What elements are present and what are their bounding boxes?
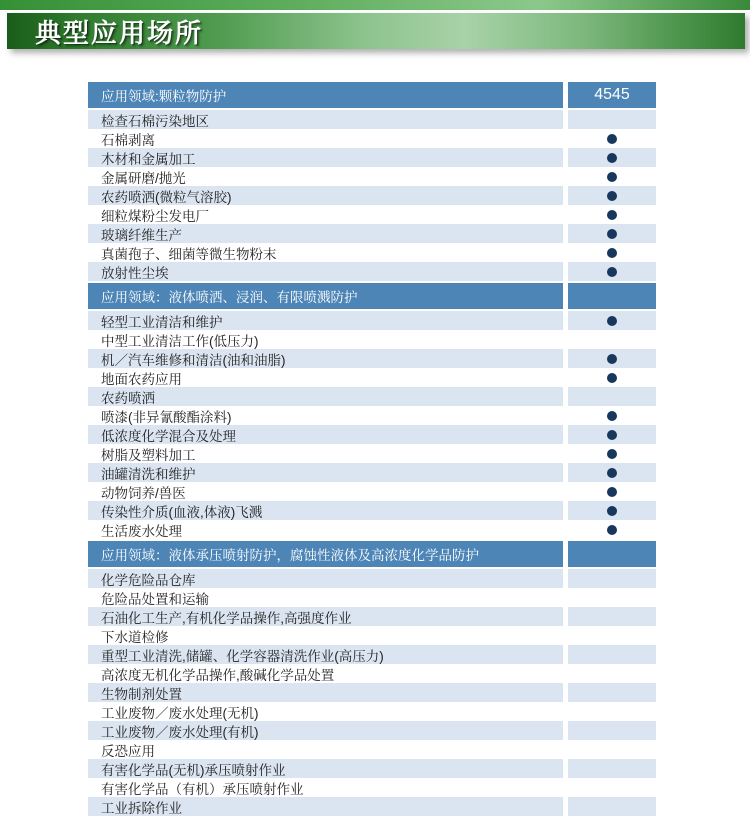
applicability-cell xyxy=(568,262,656,281)
application-label: 生物制剂处置 xyxy=(88,683,563,702)
application-label: 喷漆(非异氰酸酯涂料) xyxy=(88,406,563,425)
application-label: 农药喷洒(微粒气溶胶) xyxy=(88,186,563,205)
applicability-cell xyxy=(568,349,656,368)
table-row xyxy=(88,330,656,349)
table-row xyxy=(88,262,656,281)
application-label: 传染性介质(血液,体液)飞溅 xyxy=(88,501,563,520)
applicability-dot-icon xyxy=(607,153,617,163)
application-label: 低浓度化学混合及处理 xyxy=(88,425,563,444)
application-label: 中型工业清洁工作(低压力) xyxy=(88,330,563,349)
applicability-cell xyxy=(568,167,656,186)
applicability-cell xyxy=(568,702,656,721)
applicability-dot-icon xyxy=(607,134,617,144)
applicability-cell xyxy=(568,129,656,148)
table-row xyxy=(88,387,656,406)
applicability-cell xyxy=(568,148,656,167)
applicability-dot-icon xyxy=(607,411,617,421)
table-row xyxy=(88,520,656,539)
applicability-dot-icon xyxy=(607,468,617,478)
table-row xyxy=(88,167,656,186)
table-row xyxy=(88,607,656,626)
applicability-dot-icon xyxy=(607,506,617,516)
applications-table xyxy=(88,82,656,816)
table-row xyxy=(88,759,656,778)
application-label: 放射性尘埃 xyxy=(88,262,563,281)
applicability-cell xyxy=(568,520,656,539)
applicability-dot-icon xyxy=(607,316,617,326)
applicability-cell xyxy=(568,406,656,425)
applicability-cell xyxy=(568,482,656,501)
applicability-cell xyxy=(568,110,656,129)
banner-title-bar xyxy=(7,13,745,49)
table-row xyxy=(88,626,656,645)
product-model-header: 4545 xyxy=(568,82,656,108)
applicability-cell xyxy=(568,186,656,205)
application-label: 农药喷洒 xyxy=(88,387,563,406)
applicability-dot-icon xyxy=(607,430,617,440)
table-row xyxy=(88,368,656,387)
table-row xyxy=(88,463,656,482)
table-row xyxy=(88,406,656,425)
table-row xyxy=(88,664,656,683)
table-row xyxy=(88,186,656,205)
table-row xyxy=(88,778,656,797)
application-label: 下水道检修 xyxy=(88,626,563,645)
applicability-cell xyxy=(568,368,656,387)
application-label: 木材和金属加工 xyxy=(88,148,563,167)
table-row xyxy=(88,501,656,520)
applicability-dot-icon xyxy=(607,229,617,239)
application-label: 生活废水处理 xyxy=(88,520,563,539)
applicability-cell xyxy=(568,683,656,702)
table-row xyxy=(88,740,656,759)
application-label: 轻型工业清洁和维护 xyxy=(88,311,563,330)
table-row xyxy=(88,349,656,368)
application-label: 高浓度无机化学品操作,酸碱化学品处置 xyxy=(88,664,563,683)
table-row xyxy=(88,721,656,740)
applicability-cell xyxy=(568,224,656,243)
application-label: 工业拆除作业 xyxy=(88,797,563,816)
table-row xyxy=(88,110,656,129)
application-label: 有害化学品（有机）承压喷射作业 xyxy=(88,778,563,797)
applicability-dot-icon xyxy=(607,487,617,497)
table-row xyxy=(88,243,656,262)
applicability-cell xyxy=(568,463,656,482)
table-row xyxy=(88,148,656,167)
table-row xyxy=(88,683,656,702)
application-label: 真菌孢子、细菌等微生物粉末 xyxy=(88,243,563,262)
applicability-dot-icon xyxy=(607,191,617,201)
applicability-cell xyxy=(568,501,656,520)
application-label: 油罐清洗和维护 xyxy=(88,463,563,482)
section-header-label: 应用领域:颗粒物防护 xyxy=(88,82,563,108)
table-row xyxy=(88,129,656,148)
applicability-cell xyxy=(568,607,656,626)
applicability-dot-icon xyxy=(607,525,617,535)
applicability-cell xyxy=(568,645,656,664)
table-row xyxy=(88,645,656,664)
application-label: 机／汽车维修和清洁(油和油脂) xyxy=(88,349,563,368)
table-row xyxy=(88,702,656,721)
table-row xyxy=(88,482,656,501)
section-header-product-cell xyxy=(568,541,656,567)
application-label: 金属研磨/抛光 xyxy=(88,167,563,186)
applicability-dot-icon xyxy=(607,354,617,364)
applicability-dot-icon xyxy=(607,248,617,258)
applicability-dot-icon xyxy=(607,267,617,277)
applicability-dot-icon xyxy=(607,210,617,220)
application-label: 细粒煤粉尘发电厂 xyxy=(88,205,563,224)
section-header-label: 应用领域：液体承压喷射防护，腐蚀性液体及高浓度化学品防护 xyxy=(88,541,563,567)
applicability-cell xyxy=(568,664,656,683)
application-label: 地面农药应用 xyxy=(88,368,563,387)
application-label: 动物饲养/兽医 xyxy=(88,482,563,501)
applicability-cell xyxy=(568,759,656,778)
page-title: 典型应用场所 xyxy=(35,17,204,48)
application-label: 危险品处置和运输 xyxy=(88,588,563,607)
section-header-product-cell xyxy=(568,283,656,309)
table-row xyxy=(88,444,656,463)
table-row xyxy=(88,224,656,243)
section-header-row xyxy=(88,283,656,309)
applicability-dot-icon xyxy=(607,373,617,383)
section-header-row xyxy=(88,541,656,567)
applicability-cell xyxy=(568,778,656,797)
applicability-cell xyxy=(568,740,656,759)
application-label: 玻璃纤维生产 xyxy=(88,224,563,243)
applicability-cell xyxy=(568,444,656,463)
application-label: 工业废物／废水处理(无机) xyxy=(88,702,563,721)
application-label: 有害化学品(无机)承压喷射作业 xyxy=(88,759,563,778)
table-row xyxy=(88,425,656,444)
section-header-row xyxy=(88,82,656,108)
table-row xyxy=(88,569,656,588)
applicability-cell xyxy=(568,626,656,645)
applicability-cell xyxy=(568,797,656,816)
application-label: 检查石棉污染地区 xyxy=(88,110,563,129)
application-label: 树脂及塑料加工 xyxy=(88,444,563,463)
applicability-cell xyxy=(568,588,656,607)
applicability-cell xyxy=(568,205,656,224)
applicability-cell xyxy=(568,243,656,262)
application-label: 反恐应用 xyxy=(88,740,563,759)
applicability-dot-icon xyxy=(607,449,617,459)
applicability-cell xyxy=(568,721,656,740)
applicability-cell xyxy=(568,425,656,444)
application-label: 石油化工生产,有机化学品操作,高强度作业 xyxy=(88,607,563,626)
banner-top-strip xyxy=(0,0,750,10)
application-label: 石棉剥离 xyxy=(88,129,563,148)
applicability-cell xyxy=(568,311,656,330)
table-row xyxy=(88,205,656,224)
applicability-dot-icon xyxy=(607,172,617,182)
applicability-cell xyxy=(568,387,656,406)
applicability-cell xyxy=(568,330,656,349)
applicability-cell xyxy=(568,569,656,588)
table-row xyxy=(88,588,656,607)
section-header-label: 应用领域：液体喷洒、浸润、有限喷溅防护 xyxy=(88,283,563,309)
application-label: 工业废物／废水处理(有机) xyxy=(88,721,563,740)
application-label: 重型工业清洗,储罐、化学容器清洗作业(高压力) xyxy=(88,645,563,664)
table-row xyxy=(88,797,656,816)
application-label: 化学危险品仓库 xyxy=(88,569,563,588)
table-row xyxy=(88,311,656,330)
